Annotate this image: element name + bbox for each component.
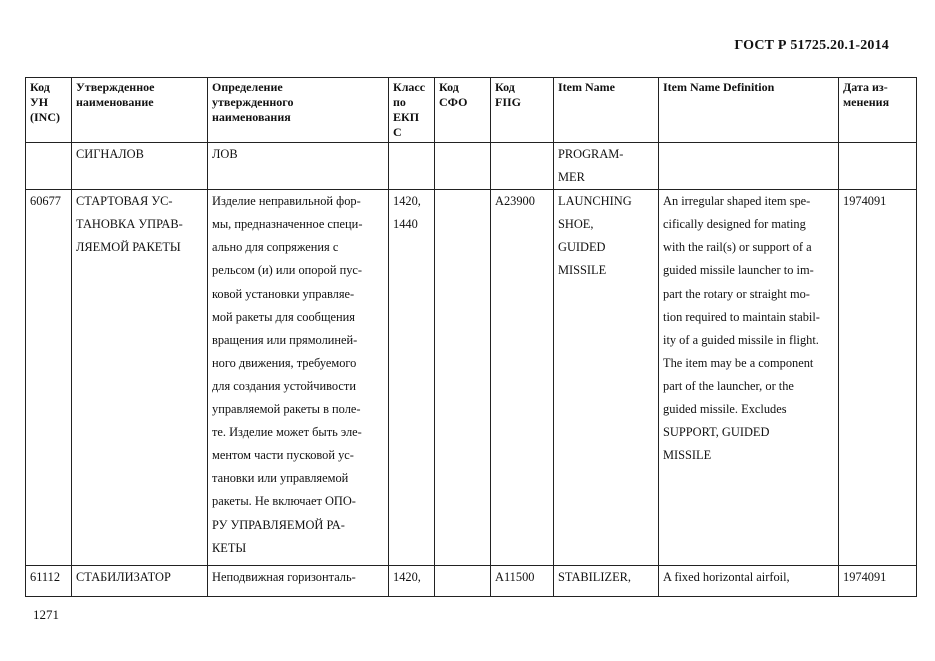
definition-cell — [208, 143, 389, 190]
page-number: 1271 — [33, 607, 59, 622]
table-row — [26, 566, 917, 597]
header-line: наименование — [76, 95, 154, 109]
header-line: наименования — [212, 110, 291, 124]
header-change-date — [839, 78, 917, 143]
change-date-cell — [839, 566, 917, 597]
cell-text-line: для создания устойчивости — [212, 378, 356, 393]
cell-text-line: ТАНОВКА УПРАВ- — [76, 217, 183, 232]
header-line: Код — [30, 80, 50, 94]
cell-text-line: An irregular shaped item spe- — [663, 194, 811, 209]
cell-text-line: MISSILE — [663, 448, 712, 463]
approved-name-cell — [72, 190, 208, 566]
change-date-cell — [839, 143, 917, 190]
header-line: FIIG — [495, 95, 522, 109]
inc-cell — [26, 566, 72, 597]
header-inc — [26, 78, 72, 143]
header-line: ЕКП — [393, 110, 420, 124]
cell-text-line: СТАБИЛИЗАТОР — [76, 570, 171, 585]
table-header-row — [26, 78, 917, 143]
cell-text-line: 1420, — [393, 570, 421, 585]
cell-text-line: тановки или управляемой — [212, 471, 349, 486]
cell-text-line: SUPPORT, GUIDED — [663, 425, 770, 440]
header-line: Класс — [393, 80, 426, 94]
cell-text-line: MISSILE — [558, 263, 607, 278]
header-approved-name — [72, 78, 208, 143]
header-line: утвержденного — [212, 95, 294, 109]
table-row — [26, 190, 917, 566]
definition-cell — [208, 190, 389, 566]
change-date-cell — [839, 190, 917, 566]
cell-text-line: те. Изделие может быть эле- — [212, 425, 362, 440]
cell-text-line: A fixed horizontal airfoil, — [663, 570, 790, 585]
cell-text-line: КЕТЫ — [212, 540, 247, 555]
header-line: УН — [30, 95, 49, 109]
fiig-cell — [491, 143, 554, 190]
definition-cell — [208, 566, 389, 597]
cell-text-line: guided missile launcher to im- — [663, 263, 814, 278]
cell-text-line: 1974091 — [843, 194, 887, 209]
table-row — [26, 143, 917, 190]
item-definition-cell — [659, 566, 839, 597]
fiig-cell — [491, 566, 554, 597]
cell-text-line: tion required to maintain stabil- — [663, 309, 820, 324]
cell-text-line: MER — [558, 170, 585, 185]
approved-name-cell — [72, 566, 208, 597]
header-line: СФО — [439, 95, 468, 109]
header-definition — [208, 78, 389, 143]
item-definition-cell — [659, 190, 839, 566]
classification-table — [25, 77, 917, 597]
cell-text-line: СИГНАЛОВ — [76, 147, 144, 161]
header-line: (INC) — [30, 110, 60, 124]
inc-cell — [26, 190, 72, 566]
cell-text-line: STABILIZER, — [558, 570, 631, 585]
header-line: Утвержденное — [76, 80, 155, 94]
cell-text-line: PROGRAM- — [558, 147, 624, 161]
cell-text-line: GUIDED — [558, 240, 606, 255]
header-class — [389, 78, 435, 143]
header-line: Item Name — [558, 80, 615, 94]
cell-text-line: 1440 — [393, 217, 418, 232]
cell-text-line: 1420, — [393, 194, 421, 209]
cell-text-line: ЛЯЕМОЙ РАКЕТЫ — [76, 240, 181, 255]
header-line: Определение — [212, 80, 283, 94]
cell-text-line: 1974091 — [843, 570, 887, 585]
header-sfo — [435, 78, 491, 143]
class-cell — [389, 566, 435, 597]
cell-text-line: SHOE, — [558, 217, 594, 232]
header-line: менения — [843, 95, 890, 109]
header-item-definition — [659, 78, 839, 143]
cell-text-line: ракеты. Не включает ОПО- — [212, 494, 356, 509]
approved-name-cell — [72, 143, 208, 190]
cell-text-line: ментом части пусковой ус- — [212, 448, 354, 463]
fiig-cell — [491, 190, 554, 566]
cell-text-line: with the rail(s) or support of a — [663, 240, 812, 255]
cell-text-line: part of the launcher, or the — [663, 378, 794, 393]
cell-text-line: A23900 — [495, 194, 535, 209]
header-line: по — [393, 95, 406, 109]
cell-text-line: ного движения, требуемого — [212, 355, 357, 370]
header-item-name — [554, 78, 659, 143]
sfo-cell — [435, 190, 491, 566]
document-standard-number: ГОСТ Р 51725.20.1-2014 — [734, 38, 889, 53]
cell-text-line: Неподвижная горизонталь- — [212, 570, 356, 585]
cell-text-line: part the rotary or straight mo- — [663, 286, 810, 301]
cell-text-line: LAUNCHING — [558, 194, 632, 209]
sfo-cell — [435, 566, 491, 597]
header-line: С — [393, 125, 402, 139]
item-name-cell — [554, 566, 659, 597]
cell-text-line: Изделие неправильной фор- — [212, 194, 361, 209]
cell-text-line: ально для сопряжения с — [212, 240, 339, 255]
cell-text-line: 60677 — [30, 194, 61, 209]
cell-text-line: The item may be a component — [663, 355, 814, 370]
cell-text-line: управляемой ракеты в поле- — [212, 402, 361, 417]
cell-text-line: рельсом (и) или опорой пус- — [212, 263, 363, 278]
cell-text-line: мы, предназначенное специ- — [212, 217, 363, 232]
sfo-cell — [435, 143, 491, 190]
item-definition-cell — [659, 143, 839, 190]
cell-text-line: вращения или прямолиней- — [212, 332, 358, 347]
header-line: Дата из- — [843, 80, 888, 94]
cell-text-line: ity of a guided missile in flight. — [663, 332, 819, 347]
header-line: Код — [495, 80, 515, 94]
cell-text-line: A11500 — [495, 570, 535, 585]
cell-text-line: ЛОВ — [212, 147, 238, 161]
cell-text-line: СТАРТОВАЯ УС- — [76, 194, 173, 209]
cell-text-line: cifically designed for mating — [663, 217, 806, 232]
cell-text-line: ковой установки управляе- — [212, 286, 355, 301]
item-name-cell — [554, 143, 659, 190]
cell-text-line: guided missile. Excludes — [663, 402, 787, 417]
header-fiig — [491, 78, 554, 143]
class-cell — [389, 190, 435, 566]
class-cell — [389, 143, 435, 190]
header-line: Item Name Definition — [663, 80, 775, 94]
cell-text-line: 61112 — [30, 570, 61, 585]
header-line: Код — [439, 80, 459, 94]
cell-text-line: РУ УПРАВЛЯЕМОЙ РА- — [212, 517, 345, 532]
item-name-cell — [554, 190, 659, 566]
inc-cell — [26, 143, 72, 190]
cell-text-line: мой ракеты для сообщения — [212, 309, 355, 324]
